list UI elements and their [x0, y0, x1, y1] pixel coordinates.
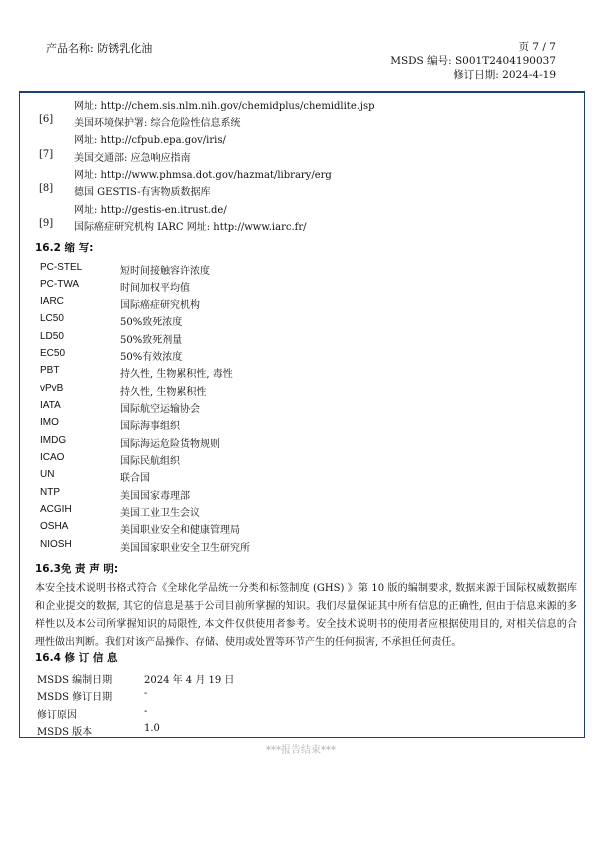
abbreviation-row: PC-TWA 时间加权平均值 — [40, 279, 190, 294]
abbreviation-row: LC50 50%致死浓度 — [40, 313, 183, 328]
reference-line — [20, 114, 580, 131]
reference-number: [9] — [39, 218, 54, 229]
reference-text: 国际癌症研究机构 IARC 网址: http://www.iarc.fr/ — [74, 222, 307, 233]
reference-url: 网址: http://www.phmsa.dot.gov/hazmat/library/erg — [74, 170, 332, 181]
abbreviation-row: LD50 50%致死剂量 — [40, 331, 183, 346]
abbreviation-row: NIOSH 美国国家职业安全卫生研究所 — [40, 539, 250, 554]
abbreviation-row: IATA 国际航空运输协会 — [40, 400, 200, 415]
revision-row: MSDS 版本 1.0 — [37, 723, 160, 738]
abbreviation-row: OSHA 美国职业安全和健康管理局 — [40, 521, 240, 536]
abbreviation-row: IARC 国际癌症研究机构 — [40, 296, 200, 311]
reference-line — [20, 183, 580, 200]
reference-number: [7] — [39, 149, 54, 160]
document-info — [390, 40, 556, 82]
revision-row: MSDS 修订日期 - — [37, 688, 148, 703]
product-name: 产品名称: 防锈乳化油 — [46, 42, 153, 55]
reference-url: 网址: http://cfpub.epa.gov/iris/ — [74, 135, 226, 146]
reference-number: [6] — [39, 114, 54, 125]
disclaimer-title: 16.3免 责 声 明: — [35, 563, 119, 575]
abbreviation-row: PC-STEL 短时间接触容许浓度 — [40, 262, 210, 277]
reference-line — [20, 166, 580, 183]
content-frame — [19, 91, 585, 738]
reference-line — [20, 149, 580, 166]
reference-text: 网址: http://chem.sis.nlm.nih.gov/chemidplus/chemidlite.jsp — [74, 101, 375, 112]
revision-row: MSDS 编制日期 2024 年 4 月 19 日 — [37, 675, 235, 686]
reference-line — [20, 201, 580, 218]
report-end-footer: ***报告结束*** — [266, 745, 336, 756]
abbreviations-title: 16.2 缩 写: — [35, 242, 94, 254]
reference-line — [20, 218, 580, 235]
abbreviation-row: UN 联合国 — [40, 469, 150, 484]
reference-line — [20, 131, 580, 148]
revision-row: 修订原因 - — [37, 706, 148, 721]
abbreviation-row: IMO 国际海事组织 — [40, 417, 180, 432]
abbreviation-row: PBT 持久性, 生物累积性, 毒性 — [40, 365, 233, 380]
page-number: 页 7 / 7 — [518, 41, 556, 53]
reference-text: 美国环境保护署: 综合危险性信息系统 — [74, 118, 241, 129]
abbreviation-row: IMDG 国际海运危险货物规则 — [40, 435, 220, 450]
abbreviation-row: NTP 美国国家毒理部 — [40, 487, 190, 502]
reference-line — [20, 97, 580, 114]
abbreviation-row: ACGIH 美国工业卫生会议 — [40, 504, 200, 519]
revision-title: 16.4 修 订 信 息 — [35, 652, 118, 664]
abbreviation-row: EC50 50%有效浓度 — [40, 348, 183, 363]
reference-text: 德国 GESTIS-有害物质数据库 — [74, 187, 211, 198]
reference-text: 美国交通部: 应急响应指南 — [74, 153, 191, 164]
abbreviation-row: ICAO 国际民航组织 — [40, 452, 180, 467]
revision-date: 修订日期: 2024-4-19 — [453, 69, 556, 81]
msds-number: MSDS 编号: S001T2404190037 — [390, 55, 556, 67]
disclaimer-text: 本安全技术说明书格式符合《全球化学品统一分类和标签制度 (GHS) 》第 10 版的编制要求, 数据来源于国际权威数据库和企业提交的数据, 其它的信息是基于公司目前所掌握的知识。我们尽量保证其中所有信息的正确性, 但由于信息来源的多样性以及本公司所掌握知识的局限性, 本文件仅供使用者参考。安全技术说明书的使用者应根据使用目的, 对相关信息的合理性做出判断。我们对该产品操作、存储、使用或处置等环节产生的任何损害, 不承担任何责任。 — [35, 583, 577, 648]
abbreviation-row: vPvB 持久性, 生物累积性 — [40, 383, 207, 398]
reference-number: [8] — [39, 183, 54, 194]
reference-url: 网址: http://gestis-en.itrust.de/ — [74, 205, 227, 216]
